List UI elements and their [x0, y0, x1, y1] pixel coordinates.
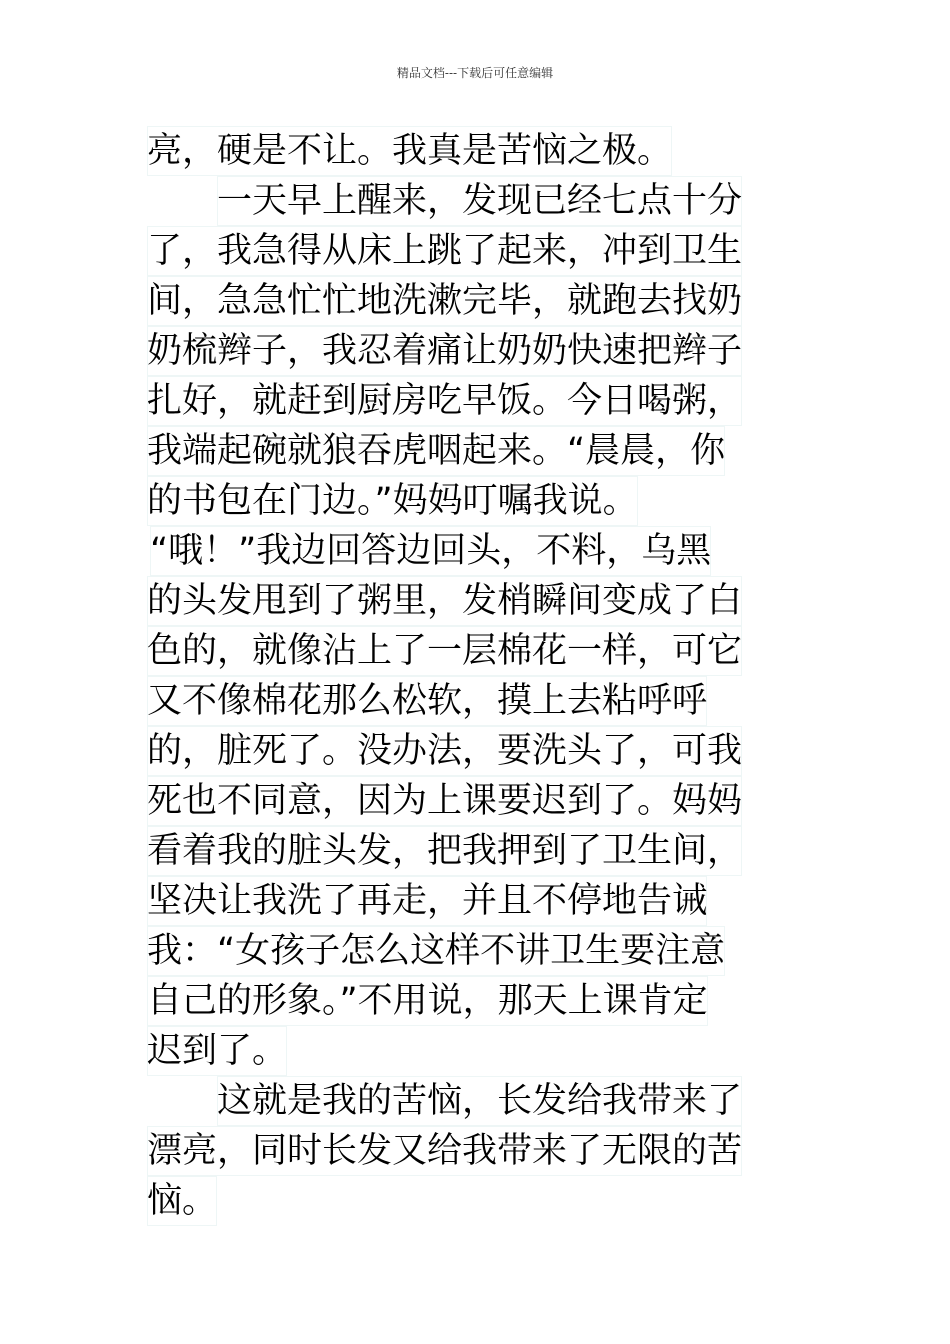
text-line: 色的，就像沾上了一层棉花一样，可它: [147, 626, 742, 676]
text-line: 间，急急忙忙地洗漱完毕，就跑去找奶: [147, 276, 742, 326]
text-line: 我端起碗就狼吞虎咽起来。“晨晨，你: [147, 426, 725, 476]
text-line: 坚决让我洗了再走，并且不停地告诫: [147, 876, 707, 926]
text-line: 的，脏死了。没办法，要洗头了，可我: [147, 726, 742, 776]
text-line: 的书包在门边。”妈妈叮嘱我说。: [147, 476, 638, 526]
text-line: 我：“女孩子怎么这样不讲卫生要注意: [147, 926, 725, 976]
text-line: 漂亮，同时长发又给我带来了无限的苦: [147, 1126, 742, 1176]
text-line: 了，我急得从床上跳了起来，冲到卫生: [147, 226, 742, 276]
text-line: 这就是我的苦恼，长发给我带来了: [217, 1076, 742, 1126]
text-line: 迟到了。: [147, 1026, 287, 1076]
text-line: 奶梳辫子，我忍着痛让奶奶快速把辫子: [147, 326, 742, 376]
text-line: 看着我的脏头发，把我押到了卫生间，: [147, 826, 742, 876]
text-line: 一天早上醒来，发现已经七点十分: [217, 176, 742, 226]
text-line: 扎好，就赶到厨房吃早饭。今日喝粥，: [147, 376, 742, 426]
text-line: 死也不同意，因为上课要迟到了。妈妈: [147, 776, 742, 826]
text-line: 亮，硬是不让。我真是苦恼之极。: [147, 126, 672, 176]
page-header: 精品文档---下载后可任意编辑: [396, 66, 554, 80]
text-line: 恼。: [147, 1176, 217, 1226]
text-line: 的头发甩到了粥里，发梢瞬间变成了白: [147, 576, 742, 626]
text-line: 自己的形象。”不用说，那天上课肯定: [147, 976, 708, 1026]
text-line: 又不像棉花那么松软，摸上去粘呼呼: [147, 676, 707, 726]
text-line: “哦！”我边回答边回头，不料，乌黑: [150, 526, 711, 576]
